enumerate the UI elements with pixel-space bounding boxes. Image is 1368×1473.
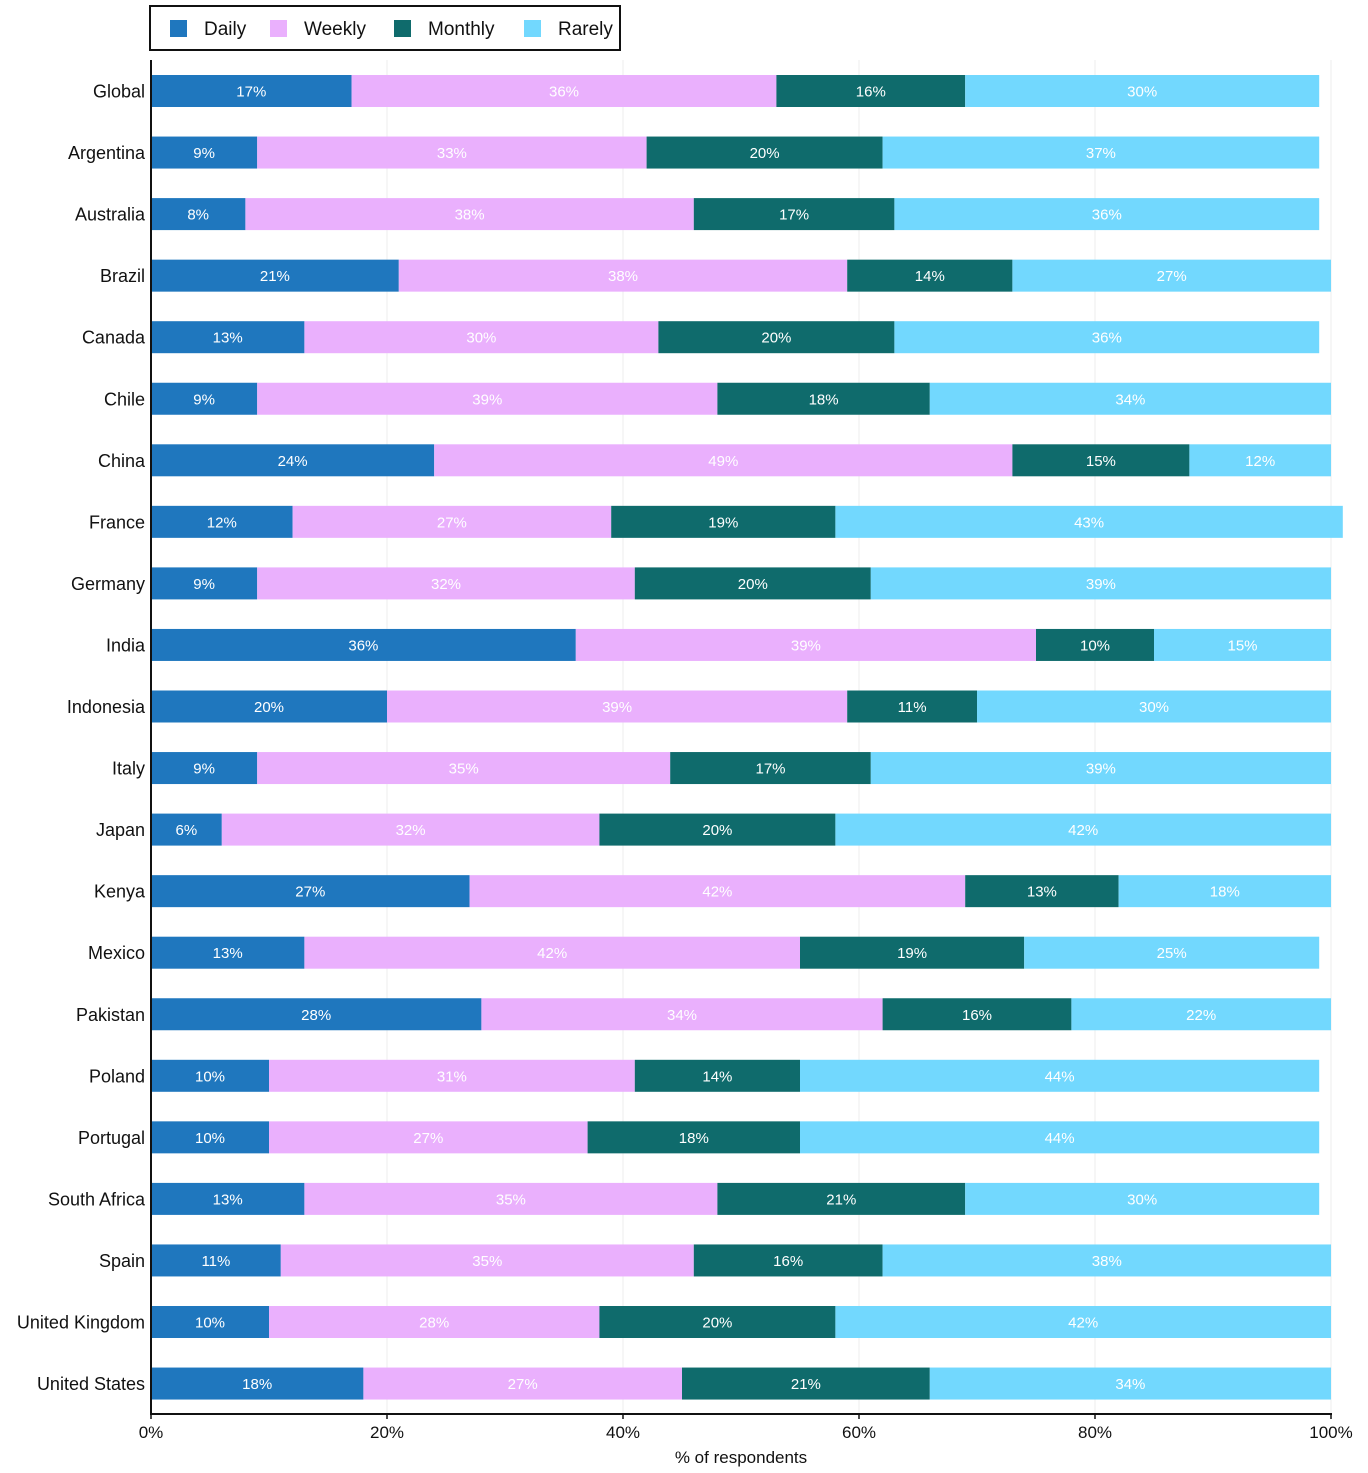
bar-row (151, 1306, 1331, 1338)
data-label: 33% (436, 145, 467, 163)
bar-row (151, 691, 1331, 723)
bar-row (151, 75, 1319, 107)
data-label: 18% (678, 1129, 709, 1147)
data-label: 20% (702, 822, 733, 840)
category-label: United Kingdom (16, 1312, 145, 1333)
data-label: 42% (537, 945, 568, 963)
data-label: 30% (1127, 83, 1158, 101)
data-label: 37% (1085, 145, 1116, 163)
category-label: Indonesia (66, 697, 145, 717)
data-label: 10% (194, 1314, 226, 1332)
bar-row (151, 383, 1331, 415)
data-label: 6% (175, 822, 198, 840)
legend-swatch (394, 20, 411, 37)
category-label: India (105, 635, 145, 656)
data-label: 10% (1079, 637, 1111, 655)
legend-item-rarely (524, 19, 613, 40)
data-label: 30% (1138, 699, 1170, 716)
bar-row (151, 1121, 1319, 1153)
data-label: 34% (1115, 1376, 1146, 1394)
legend-swatch (270, 20, 287, 37)
data-label: 32% (395, 822, 426, 840)
data-label: 18% (808, 391, 839, 409)
category-label: Germany (70, 573, 145, 594)
data-label: 16% (855, 83, 886, 101)
legend-item-daily (170, 19, 247, 40)
bar-row (151, 260, 1331, 292)
data-label: 12% (206, 514, 237, 532)
data-label: 10% (194, 1068, 226, 1086)
legend (150, 6, 620, 50)
data-label: 15% (1227, 637, 1258, 655)
bar-row (151, 1183, 1319, 1215)
data-label: 13% (1026, 883, 1057, 901)
category-label: China (97, 450, 145, 471)
data-label: 11% (897, 699, 927, 716)
data-label: 27% (1156, 268, 1187, 286)
category-label: Australia (74, 204, 145, 225)
data-label: 35% (472, 1252, 503, 1270)
data-label: 10% (194, 1129, 226, 1147)
category-label: Kenya (93, 881, 145, 902)
data-label: 39% (790, 637, 821, 655)
category-label: Chile (103, 389, 145, 410)
data-label: 39% (1085, 575, 1116, 593)
bar-row (151, 444, 1331, 476)
category-label: Canada (81, 327, 145, 348)
data-label: 28% (419, 1314, 450, 1332)
x-tick-label: 20% (369, 1423, 405, 1442)
data-label: 18% (242, 1376, 273, 1394)
data-label: 14% (914, 268, 945, 286)
category-label: Argentina (67, 143, 145, 164)
data-label: 32% (430, 575, 462, 593)
data-label: 49% (708, 452, 739, 470)
data-label: 20% (761, 329, 792, 347)
data-label: 27% (507, 1376, 538, 1394)
category-label: Pakistan (75, 1004, 145, 1025)
data-label: 36% (348, 637, 379, 655)
data-label: 44% (1044, 1129, 1075, 1147)
bar-row (151, 814, 1331, 846)
data-label: 20% (737, 575, 768, 593)
category-label: Poland (88, 1066, 145, 1087)
data-label: 38% (607, 268, 639, 286)
data-label: 24% (277, 452, 308, 470)
bar-row (151, 1368, 1331, 1400)
data-label: 31% (436, 1068, 467, 1086)
data-label: 42% (702, 883, 733, 901)
x-tick-label: 100% (1309, 1423, 1353, 1442)
legend-label: Rarely (558, 19, 613, 40)
legend-label: Daily (204, 19, 247, 40)
category-label: France (88, 512, 145, 533)
data-label: 30% (466, 329, 497, 347)
data-label: 21% (826, 1191, 857, 1209)
data-label: 39% (1085, 760, 1116, 778)
data-label: 9% (193, 760, 215, 778)
data-label: 11% (201, 1252, 231, 1270)
data-label: 34% (666, 1006, 698, 1024)
data-label: 16% (773, 1252, 804, 1270)
data-label: 38% (454, 206, 485, 224)
data-label: 44% (1044, 1068, 1075, 1086)
x-tick-label: 80% (1077, 1423, 1113, 1442)
bar-row (151, 198, 1319, 230)
bar-row (151, 567, 1331, 599)
data-label: 9% (193, 145, 215, 163)
data-label: 30% (1127, 1191, 1158, 1209)
category-label: Italy (111, 758, 145, 779)
data-label: 19% (897, 945, 928, 963)
legend-swatch (170, 20, 187, 37)
data-label: 36% (1091, 329, 1122, 347)
data-label: 16% (961, 1006, 993, 1024)
data-label: 12% (1245, 452, 1276, 470)
data-label: 20% (702, 1314, 733, 1332)
data-label: 27% (436, 514, 467, 532)
bars (151, 75, 1343, 1400)
legend-label: Monthly (428, 19, 495, 40)
data-label: 14% (702, 1068, 733, 1086)
category-labels (17, 82, 146, 1395)
bar-row (151, 1060, 1319, 1092)
category-label: United States (36, 1374, 145, 1395)
bar-row (151, 629, 1331, 661)
data-label: 17% (755, 760, 786, 778)
category-label: South Africa (47, 1189, 145, 1210)
data-label: 19% (708, 514, 739, 532)
data-label: 21% (259, 268, 290, 286)
x-tick-label: 60% (841, 1423, 877, 1442)
legend-label: Weekly (304, 19, 366, 40)
data-label: 27% (413, 1129, 444, 1147)
bar-row (151, 937, 1319, 969)
category-label: Spain (98, 1250, 145, 1271)
data-label: 18% (1209, 883, 1240, 901)
x-tick-label: 40% (605, 1423, 641, 1442)
data-label: 17% (236, 83, 267, 101)
data-label: 42% (1068, 1314, 1099, 1332)
data-label: 27% (295, 883, 326, 901)
bar-row (151, 506, 1343, 538)
data-label: 22% (1186, 1006, 1217, 1024)
data-label: 20% (749, 145, 780, 163)
data-label: 39% (472, 391, 503, 409)
legend-item-weekly (270, 19, 366, 40)
bar-row (151, 875, 1331, 907)
data-label: 25% (1156, 945, 1187, 963)
data-label: 28% (301, 1006, 332, 1024)
data-label: 21% (790, 1376, 821, 1394)
data-label: 39% (602, 699, 633, 716)
data-label: 34% (1115, 391, 1146, 409)
data-label: 42% (1068, 822, 1099, 840)
bar-row (151, 752, 1331, 784)
bar-row (151, 1244, 1331, 1276)
data-label: 13% (212, 1191, 243, 1209)
category-label: Global (92, 81, 145, 102)
category-label: Japan (95, 820, 145, 841)
data-label: 15% (1085, 452, 1116, 470)
data-label: 8% (187, 206, 210, 224)
data-label: 20% (253, 699, 285, 716)
category-label: Brazil (99, 266, 145, 287)
bar-row (151, 321, 1319, 353)
legend-swatch (524, 20, 541, 37)
category-label: Portugal (77, 1127, 145, 1148)
legend-item-monthly (394, 19, 495, 40)
bar-row (151, 137, 1319, 169)
data-label: 17% (779, 206, 810, 224)
data-label: 36% (1091, 206, 1122, 224)
data-label: 36% (548, 83, 580, 101)
data-label: 43% (1074, 514, 1105, 532)
data-label: 38% (1091, 1252, 1122, 1270)
data-label: 9% (193, 575, 215, 593)
data-label: 13% (212, 329, 243, 347)
data-label: 9% (193, 391, 215, 409)
x-tick-label: 0% (138, 1423, 164, 1442)
data-label: 35% (495, 1191, 526, 1209)
data-label: 13% (212, 945, 243, 963)
bar-row (151, 998, 1331, 1030)
x-axis-title: % of respondents (674, 1448, 808, 1467)
category-label: Mexico (87, 943, 145, 964)
data-label: 35% (448, 760, 479, 778)
